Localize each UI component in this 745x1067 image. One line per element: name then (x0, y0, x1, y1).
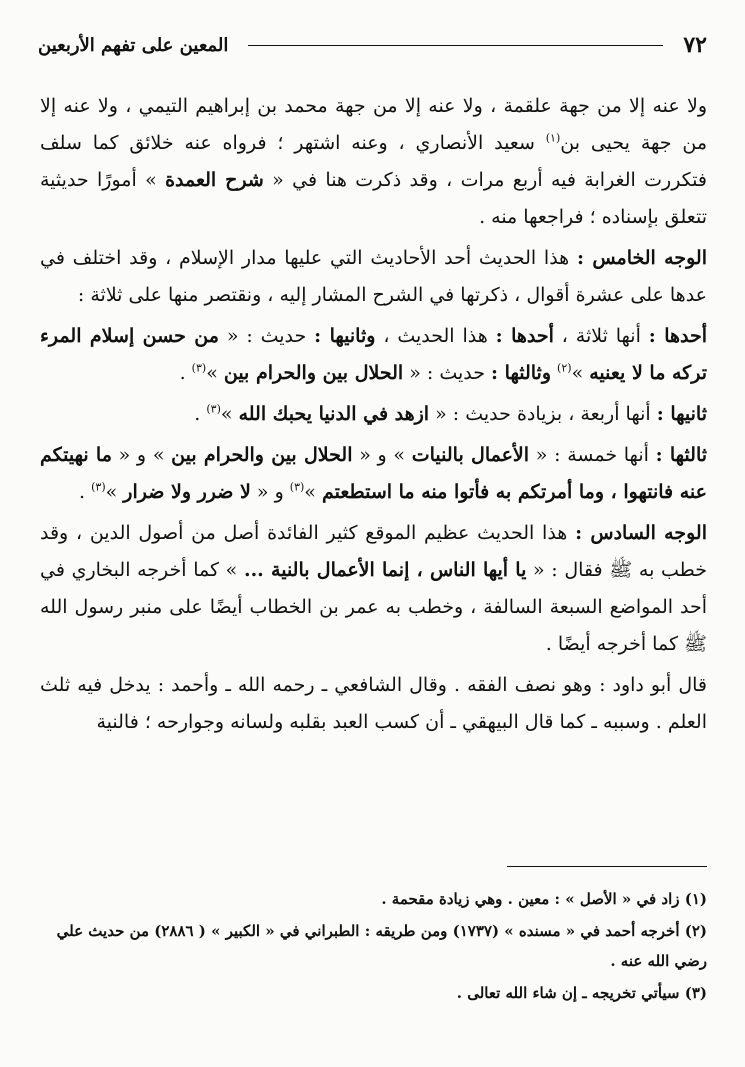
paragraph (40, 667, 707, 741)
footnote-separator (507, 866, 707, 867)
text-run: (٢) أخرجه أحمد في « مسنده » (١٧٣٧) ومن طريقه : الطبراني في « الكبير » ( ٢٨٨٦) من حديث علي رضي الله عنه . (56, 922, 707, 970)
bold-phrase: أحدها : (495, 325, 554, 347)
bold-phrase: الحلال بين والحرام بين (171, 444, 353, 466)
page-header (38, 30, 707, 60)
text-run: ولا عنه إلا من جهة علقمة ، ولا عنه إلا من جهة محمد بن إبراهيم التيمي ، ولا عنه إلا من جهة يحيى بن (40, 95, 707, 154)
text-run: » (206, 362, 224, 384)
bold-phrase: الحلال بين والحرام بين (223, 362, 404, 384)
bold-phrase: لا ضرر ولا ضرار (123, 481, 251, 503)
bold-phrase: ثانيها : (656, 403, 707, 425)
text-run: حديث : « (218, 325, 315, 347)
bold-phrase: ازهد في الدنيا يحبك الله (238, 403, 430, 425)
bold-phrase: أحدها : (648, 325, 708, 347)
bold-phrase: ما نهيتكم عنه فانتهوا ، وما أمرتكم به فأتوا منه ما استطعتم (40, 444, 707, 503)
paragraph (40, 318, 707, 392)
bold-phrase: من حسن إسلام المرء تركه ما لا يعنيه (40, 325, 707, 384)
text-run: حديث : « (403, 362, 492, 384)
text-run: » (220, 403, 239, 425)
text-run: . (179, 362, 192, 384)
text-run: و « (250, 481, 290, 503)
text-run: أنها خمسة : « (529, 444, 656, 466)
text-run: هذا الحديث أحد الأحاديث التي عليها مدار الإسلام ، وقد اختلف في عدها على عشرة أقوال ، ذكرتها في الشرح المشار إليه ، ونقتصر منها على ثلاثة : (40, 247, 707, 306)
footnote-ref: (٣) (206, 402, 221, 416)
bold-phrase: الوجه الخامس : (576, 247, 707, 269)
text-run: هذا الحديث ، (375, 325, 496, 347)
bold-phrase: ثالثها : (655, 444, 708, 466)
text-run: هذا الحديث عظيم الموقع كثير الفائدة أصل من أصول الدين ، وقد خطب به ﷺ فقال : « (40, 522, 707, 581)
bold-phrase: يا أيها الناس ، إنما الأعمال بالنية ... (243, 559, 527, 581)
footnote-ref: (٣) (191, 361, 207, 375)
paragraph (40, 240, 707, 314)
text-run: أنها أربعة ، بزيادة حديث : « (429, 403, 657, 425)
text-run: (٣) سيأتي تخريجه ـ إن شاء الله تعالى . (456, 984, 707, 1002)
text-run: » أمورًا حديثية تتعلق بإسناده ؛ فراجعها منه . (40, 169, 707, 228)
footnote-ref: (١) (545, 131, 561, 145)
page-number: ٧٢ (683, 32, 707, 58)
footnote-ref: (٢) (557, 361, 572, 375)
text-run: قال أبو داود : وهو نصف الفقه . وقال الشافعي ـ رحمه الله ـ وأحمد : يدخل فيه ثلث العلم . وسببه ـ كما قال البيهقي ـ أن كسب العبد بقلبه ولسانه وجوارحه ؛ فالنية (40, 674, 707, 733)
paragraph (40, 88, 707, 236)
book-title: المعين على تفهم الأربعين (38, 34, 229, 56)
footnote-ref: (٣) (289, 480, 305, 494)
text-run: » (105, 481, 124, 503)
bold-phrase: الوجه السادس : (575, 522, 707, 544)
text-run: » كما أخرجه البخاري في أحد المواضع السبعة السالفة ، وخطب به عمر بن الخطاب أيضًا على منبر رسول الله ﷺ كما أخرجه أيضًا . (40, 559, 707, 655)
footnote (40, 978, 707, 1008)
text-run: . (194, 403, 207, 425)
paragraph (40, 515, 707, 663)
footnote-ref: (٣) (91, 480, 106, 494)
paragraph (40, 396, 707, 433)
text-run: » و « (352, 444, 412, 466)
footnote (40, 884, 707, 914)
text-run: » (571, 362, 590, 384)
text-run: » و « (111, 444, 172, 466)
bold-phrase: الأعمال بالنيات (411, 444, 530, 466)
text-run: . (79, 481, 92, 503)
main-text (40, 88, 707, 745)
text-run: » (304, 481, 322, 503)
bold-phrase: وثالثها : (491, 362, 551, 384)
bold-phrase: وثانيها : (314, 325, 376, 347)
footnote (40, 916, 707, 976)
footnotes (40, 884, 707, 1010)
text-run: أنها ثلاثة ، (553, 325, 649, 347)
text-run: (١) زاد في « الأصل » : معين . وهي زيادة مقحمة . (381, 890, 707, 908)
header-rule (248, 45, 663, 46)
bold-phrase: شرح العمدة (165, 169, 264, 191)
paragraph (40, 437, 707, 511)
text-run: سعيد الأنصاري ، وعنه اشتهر ؛ فرواه عنه خلائق كما سلف فتكررت الغرابة فيه أربع مرات ، وقد ذكرت هنا في « (40, 132, 707, 191)
